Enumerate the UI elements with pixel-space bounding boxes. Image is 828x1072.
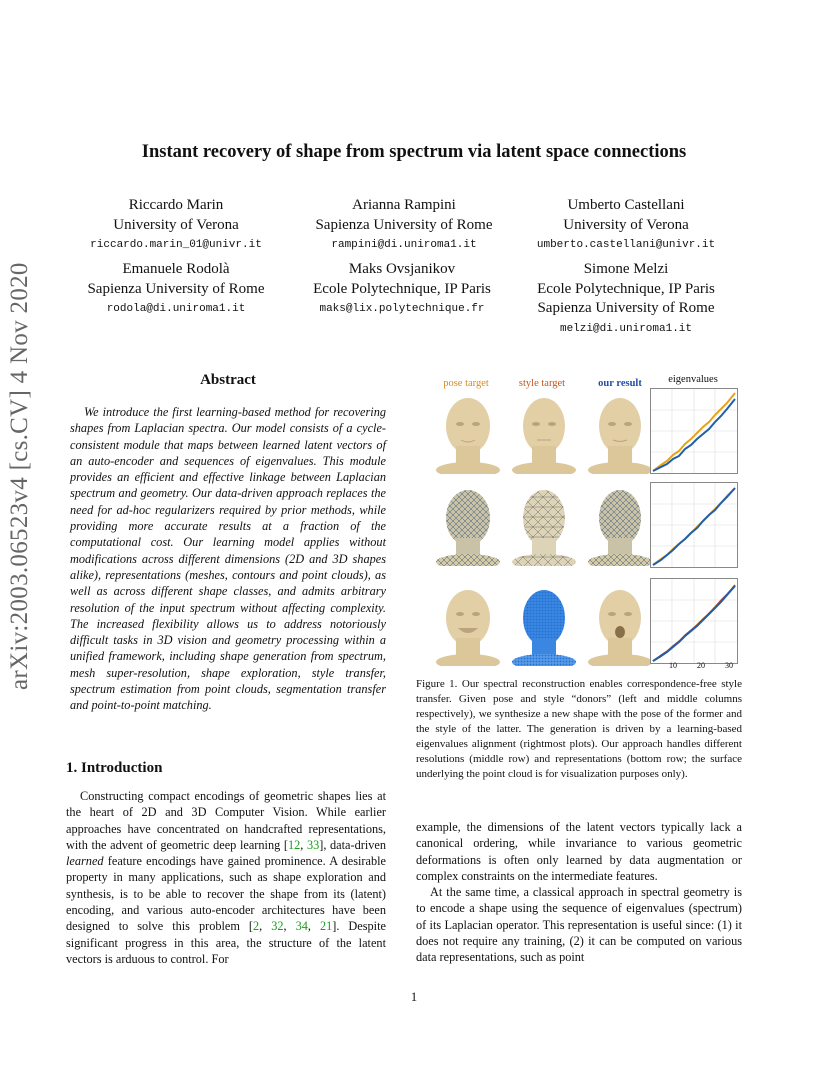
author-affiliation: Sapienza University of Rome [315, 216, 493, 233]
author-affiliation: Ecole Polytechnique, IP Paris [313, 280, 491, 297]
head-render-pose-row1 [432, 390, 504, 474]
citation-link[interactable]: 2 [253, 919, 260, 934]
author-email: melzi@di.uniroma1.it [559, 322, 693, 335]
head-render-result-row3 [584, 582, 656, 666]
citation-link[interactable]: 32 [271, 919, 284, 934]
label-style-target: style target [518, 378, 566, 389]
label-pose-target: pose target [443, 378, 489, 389]
head-mesh-result-row2 [584, 482, 656, 566]
intro-heading: 1. Introduction [66, 760, 163, 776]
citation-link[interactable]: 21 [319, 919, 333, 934]
x-tick-20: 20 [697, 661, 705, 670]
author-name: Umberto Castellani [567, 197, 685, 213]
intro-right-column [416, 819, 742, 966]
intro-paragraph-1-continued: example, the dimensions of the latent vectors typically lack a canonical ordering, while invariance to various geometric deformations is often only learned by data augmentation or complex constraints on the intermediate features. [416, 820, 742, 883]
author-email: rodola@di.uniroma1.it [106, 303, 246, 315]
head-pointcloud-style-row3 [508, 582, 580, 666]
intro-paragraph-1: Constructing compact encodings of geometric shapes lies at the heart of 2D and 3D Computer Vision. While earlier approaches have concentrated on handcrafted representations, with the advent of geometric deep learning [12, 33], data-driven learned feature encodings have gained prominence. A desirable property in many applications, such as shape exploration and synthesis, is to be able to recover the shape from its (latent) encoding, and various auto-encoder architectures have been designed to solve this problem [2, 32, 34, 21]. Despite significant progress in this area, the structure of the latent vectors is arduous to control. For [66, 789, 387, 966]
page-number: 1 [410, 990, 418, 1004]
citation-link[interactable]: 33 [306, 837, 320, 852]
author-6 [516, 260, 736, 339]
author-name: Arianna Rampini [352, 197, 456, 213]
figure-1 [416, 372, 746, 672]
author-affiliation: Sapienza University of Rome [537, 300, 715, 316]
figure-1-caption: Figure 1. Our spectral reconstruction enables correspondence-free style transfer. Given pose and style “donors” (left and middle columns respectively), we synthesize a new shape with the pose of the former and the style of the latter. The generation is driven by a learning-based eigenvalues alignment (rightmost plots). Our approach handles different resolutions (middle row) and representations (bottom row; the surface underlying the point cloud is for visualization purposes only). [416, 678, 742, 780]
author-email: rampini@di.uniroma1.it [331, 239, 477, 251]
author-name: Maks Ovsjanikov [348, 261, 456, 277]
author-email: riccardo.marin_01@univr.it [90, 239, 262, 251]
author-affiliation: University of Verona [563, 216, 689, 233]
eigenvalues-plot-row3 [650, 578, 738, 664]
abstract-heading: Abstract [200, 372, 256, 388]
abstract-body [70, 404, 386, 714]
label-our-result: our result [598, 378, 642, 389]
author-affiliation: Ecole Polytechnique, IP Paris [537, 280, 715, 297]
author-2 [294, 196, 514, 255]
abstract-text: We introduce the first learning-based method for recovering shapes from Laplacian spectra. Our model consists of a cycle-consistent module that maps between learned latent vectors of an auto-encoder and sequences of eigenvalues. This module provides an efficient and effective linkage between Laplacian spectrum and geometry. Our data-driven approach replaces the need for ad-hoc regularizers required by prior methods, while providing more accurate results at a fraction of the computational cost. Our learning model applies without modifications across different dimensions (2D and 3D shapes alike), representations (meshes, contours and point clouds), as well as across different shape classes, and admits arbitrary resolution of the input spectrum without affecting complexity. The increased flexibility allows us to address notoriously difficult tasks in 3D vision and geometry processing within a unified framework, including shape generation from spectrum, mesh super-resolution, shape exploration, style transfer, spectrum estimation from point clouds, segmentation transfer and point-to-point matching. [70, 405, 386, 713]
author-name: Riccardo Marin [128, 197, 224, 213]
author-name: Emanuele Rodolà [122, 261, 230, 277]
author-email: maks@lix.polytechnique.fr [319, 303, 485, 315]
head-mesh-pose-row2 [432, 482, 504, 566]
head-render-pose-row3 [432, 582, 504, 666]
author-1 [66, 196, 286, 255]
citation-link[interactable]: 34 [295, 919, 308, 934]
author-3 [516, 196, 736, 255]
label-eigenvalues: eigenvalues [668, 374, 718, 385]
arxiv-identifier: arXiv:2003.06523v4 [cs.CV] 4 Nov 2020 [6, 262, 33, 690]
author-email: umberto.castellani@univr.it [536, 239, 716, 251]
author-affiliation: University of Verona [113, 216, 239, 233]
author-4 [66, 260, 286, 319]
paper-title: Instant recovery of shape from spectrum via latent space connections [141, 142, 687, 162]
eigenvalues-plot-row2 [650, 482, 738, 568]
author-affiliation: Sapienza University of Rome [87, 280, 265, 297]
head-mesh-style-row2 [508, 482, 580, 566]
head-render-result-row1 [584, 390, 656, 474]
author-name: Simone Melzi [583, 261, 669, 277]
eigenvalues-plot-row1 [650, 388, 738, 474]
author-5 [292, 260, 512, 319]
citation-link[interactable]: 12 [287, 837, 301, 852]
head-render-style-row1 [508, 390, 580, 474]
intro-left-column [66, 788, 386, 967]
intro-paragraph-2: At the same time, a classical approach in spectral geometry is to encode a shape using the sequence of eigenvalues (spectrum) of its Laplacian operator. This representation is useful since: (1) it does not require any training, (2) it can be computed on various data representations, such as point [416, 885, 742, 965]
x-tick-30: 30 [725, 661, 733, 670]
x-tick-10: 10 [669, 661, 677, 670]
